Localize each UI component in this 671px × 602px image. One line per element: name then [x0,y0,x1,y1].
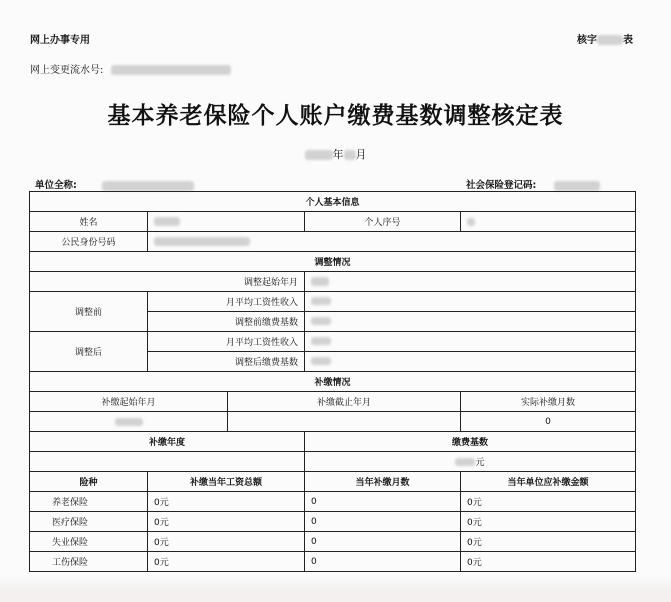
redacted-serial [111,65,231,75]
insurance-months: 0 [305,552,461,571]
document-title: 基本养老保险个人账户缴费基数调整核定表 [107,102,564,129]
supp-end-label: 补缴截止年月 [228,392,461,411]
registration-code [466,177,600,191]
redacted-id [154,237,250,246]
redacted-code [597,35,623,45]
insurance-type: 工伤保险 [30,552,148,571]
supp-base-label: 缴费基数 [451,438,488,448]
adjust-start-label: 调整起始年月 [30,272,305,291]
insurance-wage: 0元 [148,532,305,551]
insurance-wage: 0元 [148,552,305,571]
id-label: 公民身份号码 [30,232,148,251]
base-unit: 元 [475,458,485,468]
before-income-row [148,292,635,312]
adjust-start-value [305,272,635,291]
before-sub [148,292,635,331]
redacted-value [115,418,143,426]
year-base-header-row [30,432,635,452]
supp-start-label: 补缴起始年月 [30,392,228,411]
redacted-value [311,357,331,365]
serial-label: 网上变更流水号: [30,65,104,76]
redacted-value [311,317,331,325]
insurance-amount: 0元 [467,538,482,548]
after-label: 调整后 [30,332,148,371]
approval-suffix: 表 [623,35,633,46]
supplement-value-row [30,412,635,432]
insurance-months: 0 [305,532,461,551]
redacted-year [305,150,333,160]
redacted-value [311,277,329,286]
section-title: 调整情况 [314,258,351,268]
header-amount: 当年单位应补缴金额 [507,478,589,488]
name-value [148,212,305,231]
header-type: 险种 [30,472,148,491]
after-base-row [148,352,635,371]
approval-prefix: 核字 [577,35,597,46]
after-income-row [148,332,635,352]
before-label: 调整前 [30,292,148,331]
supp-base-value [305,452,635,471]
avg-income-label: 月平均工资性收入 [148,292,305,311]
supp-start-value [30,412,228,431]
section-header-adjust [30,252,635,272]
seq-label: 个人序号 [305,212,461,231]
year-suffix: 年 [332,148,344,161]
header-wage: 补缴当年工资总额 [148,472,305,491]
redacted-seq [467,218,475,226]
before-base-row [148,312,635,331]
insurance-type: 医疗保险 [30,512,148,531]
supp-year-label: 补缴年度 [30,432,305,451]
section-header-basic [30,192,635,212]
insurance-type: 失业保险 [30,532,148,551]
insurance-type: 养老保险 [30,492,148,511]
online-use-label: 网上办事专用 [30,35,90,46]
before-block [30,292,635,332]
supp-year-value [30,452,305,471]
unit-label: 单位全称: [35,180,77,191]
redacted-name [154,217,180,226]
insurance-wage: 0元 [148,512,305,531]
redacted-month [344,150,356,160]
month-suffix: 月 [355,148,367,161]
before-base-label: 调整前缴费基数 [148,312,305,331]
before-income-value [305,292,635,311]
name-row [30,212,635,232]
redacted-value [455,458,475,466]
reg-label: 社会保险登记码: [466,180,537,191]
supplement-header-row [30,392,635,412]
seq-value [461,212,635,231]
redacted-value [311,337,331,345]
adjust-start-row [30,272,635,292]
insurance-amount: 0元 [467,498,482,508]
after-base-value [305,352,635,371]
insurance-amount: 0元 [467,518,482,528]
after-base-label: 调整后缴费基数 [148,352,305,371]
section-title: 个人基本信息 [305,198,360,208]
table-row [30,492,635,512]
section-header-supplement [30,372,635,392]
serial-number [30,61,231,76]
table-row [30,512,635,532]
table-row [30,532,635,552]
year-base-value-row [30,452,635,472]
insurance-wage: 0元 [148,492,305,511]
section-title: 补缴情况 [314,378,351,388]
insurance-months: 0 [305,512,461,531]
id-row [30,232,635,252]
supp-end-value [228,412,461,431]
after-income-value [305,332,635,351]
insurance-header-row [30,472,635,492]
redacted-value [311,297,331,305]
after-sub [148,332,635,371]
insurance-amount: 0元 [467,558,482,568]
supp-months-label: 实际补缴月数 [520,398,575,408]
redacted-unit [102,181,194,191]
header-months: 当年补缴月数 [305,472,461,491]
form-table [29,191,636,572]
after-block [30,332,635,372]
id-value [148,232,635,251]
supp-months-value: 0 [545,416,551,427]
insurance-months: 0 [305,492,461,511]
name-label: 姓名 [30,212,148,231]
table-row [30,552,635,572]
bottom-fade [0,575,671,602]
unit-name [35,177,194,191]
period [0,146,671,162]
before-base-value [305,312,635,331]
avg-income-label: 月平均工资性收入 [148,332,305,351]
approval-code [577,31,633,46]
redacted-reg [554,181,600,191]
